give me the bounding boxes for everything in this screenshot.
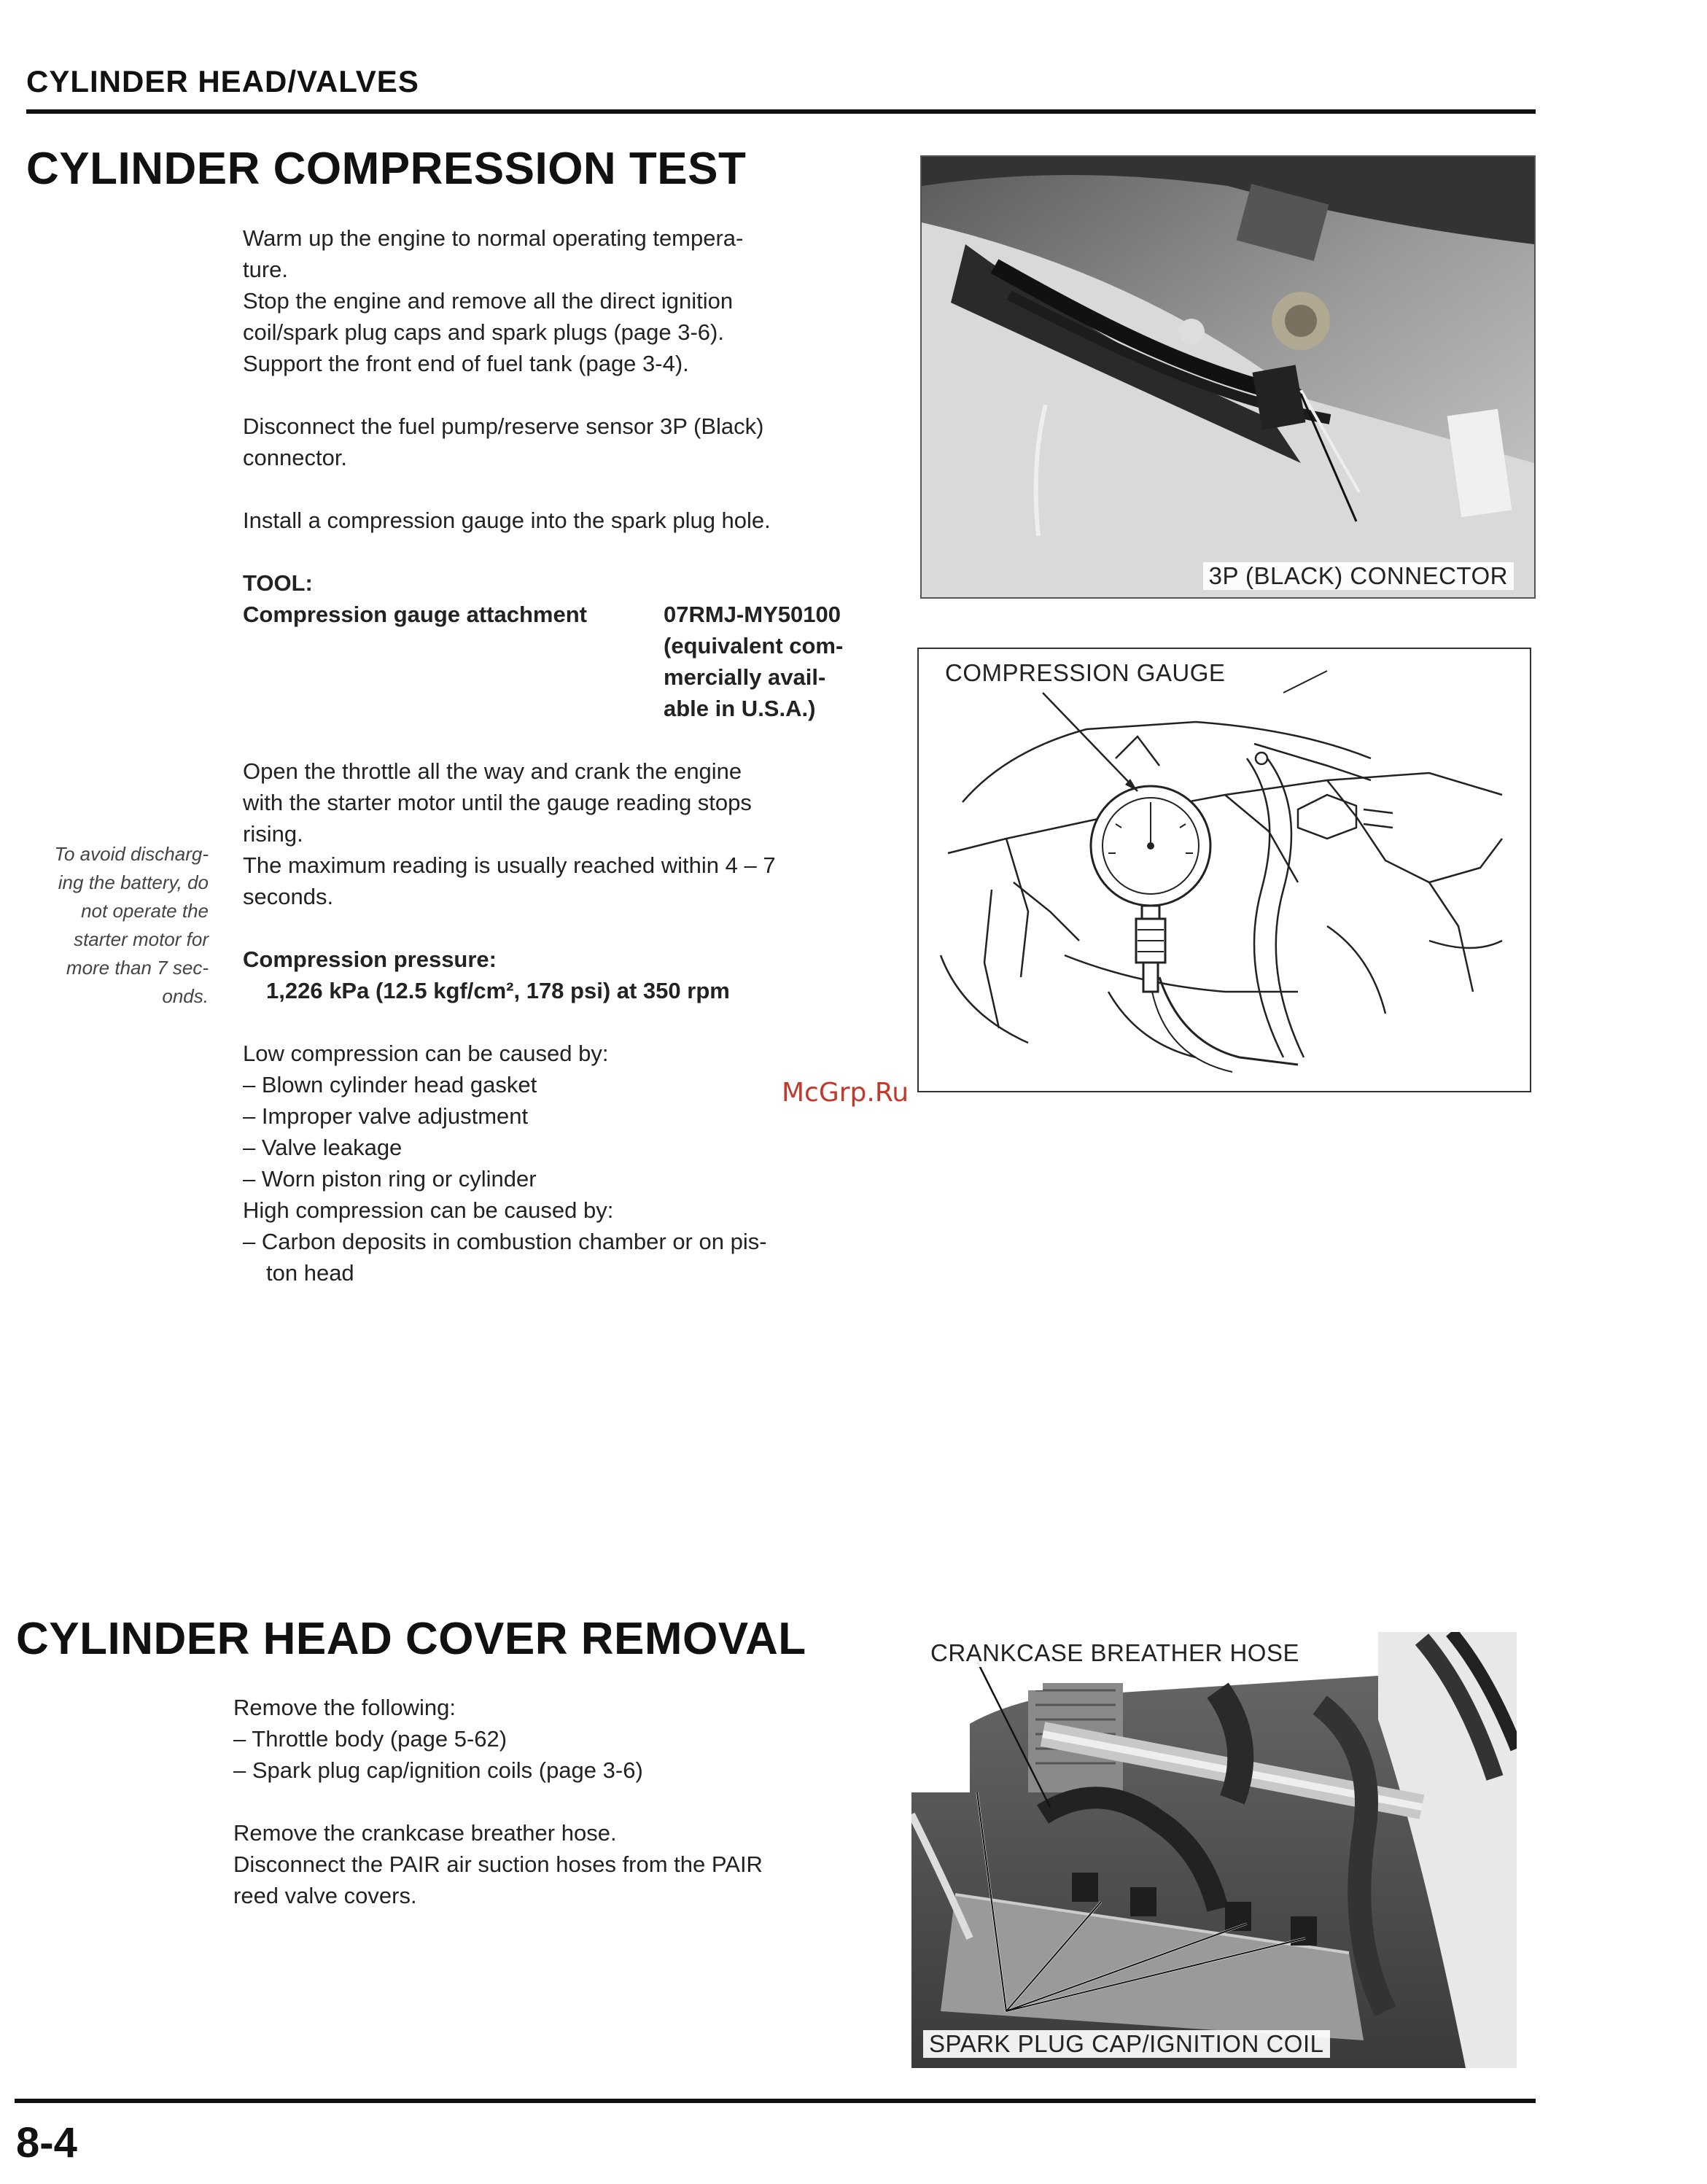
spec-heading: Compression pressure:: [243, 947, 497, 972]
instruction-line: ture.: [243, 257, 289, 282]
page-number: 8-4: [16, 2119, 77, 2166]
list-item: – Worn piston ring or cylinder: [243, 1166, 537, 1192]
tool-number: [664, 599, 843, 724]
gauge-label: COMPRESSION GAUGE: [945, 659, 1226, 686]
instruction-line: connector.: [243, 445, 348, 470]
breather-hose-label: CRANKCASE BREATHER HOSE: [925, 1639, 1305, 1667]
connector-photo-art: [922, 157, 1534, 597]
side-note-line: starter motor for: [74, 928, 209, 950]
instruction-line: Disconnect the fuel pump/reserve sensor 3P (Black): [243, 413, 764, 439]
tool-number-line: able in U.S.A.): [664, 696, 816, 721]
gauge-figure-art: [919, 649, 1530, 1091]
high-heading: High compression can be caused by:: [243, 1197, 614, 1223]
side-note-line: onds.: [162, 985, 209, 1007]
footer-rule: [15, 2099, 1536, 2103]
compression-test-body: [243, 222, 892, 1289]
list-item: – Valve leakage: [243, 1135, 403, 1160]
instruction-line: with the starter motor until the gauge reading stops: [243, 790, 752, 815]
instruction-line: coil/spark plug caps and spark plugs (page 3-6).: [243, 319, 724, 345]
instruction-line: seconds.: [243, 884, 334, 909]
side-note: [22, 840, 209, 1011]
tool-name: Compression gauge attachment: [243, 602, 587, 627]
list-item: – Improper valve adjustment: [243, 1103, 529, 1129]
head-cover-photo: [911, 1632, 1517, 2068]
compression-test-title: CYLINDER COMPRESSION TEST: [26, 144, 747, 194]
tool-number-line: 07RMJ-MY50100: [664, 602, 841, 627]
instruction-line: rising.: [243, 821, 303, 847]
connector-photo: [920, 155, 1536, 599]
instruction-line: Support the front end of fuel tank (page 3-4).: [243, 351, 689, 376]
list-item: – Throttle body (page 5-62): [233, 1726, 508, 1752]
header-rule: [26, 109, 1536, 114]
list-item: – Blown cylinder head gasket: [243, 1072, 537, 1097]
spark-plug-cap-label: SPARK PLUG CAP/IGNITION COIL: [923, 2030, 1330, 2058]
tool-row: [243, 599, 892, 724]
instruction-line: Disconnect the PAIR air suction hoses from the PAIR: [233, 1851, 763, 1877]
low-heading: Low compression can be caused by:: [243, 1041, 609, 1066]
tool-heading: TOOL:: [243, 570, 313, 596]
list-item: – Spark plug cap/ignition coils (page 3-6): [233, 1757, 643, 1783]
tool-number-line: mercially avail-: [664, 664, 826, 690]
instruction-line: Install a compression gauge into the spark plug hole.: [243, 508, 771, 533]
head-cover-photo-art: [911, 1632, 1517, 2068]
tool-number-line: (equivalent com-: [664, 633, 844, 658]
list-item: ton head: [266, 1260, 354, 1286]
head-cover-body: [233, 1692, 890, 1911]
watermark: McGrp.Ru: [782, 1078, 909, 1108]
list-item: – Carbon deposits in combustion chamber or on pis-: [243, 1229, 767, 1254]
side-note-line: To avoid discharg-: [54, 843, 209, 865]
instruction-line: reed valve covers.: [233, 1883, 417, 1908]
compression-gauge-figure: [917, 648, 1531, 1092]
instruction-line: Stop the engine and remove all the direct ignition: [243, 288, 734, 314]
side-note-line: ing the battery, do: [58, 871, 209, 893]
section-header: CYLINDER HEAD/VALVES: [26, 64, 419, 98]
instruction-line: Warm up the engine to normal operating tempera-: [243, 225, 744, 251]
side-note-line: not operate the: [81, 900, 209, 922]
side-note-line: more than 7 sec-: [66, 957, 209, 979]
head-cover-title: CYLINDER HEAD COVER REMOVAL: [16, 1614, 806, 1664]
spec-value: 1,226 kPa (12.5 kgf/cm², 178 psi) at 350 rpm: [266, 978, 730, 1003]
instruction-line: Remove the crankcase breather hose.: [233, 1820, 617, 1846]
instruction-line: The maximum reading is usually reached within 4 – 7: [243, 852, 776, 878]
instruction-line: Open the throttle all the way and crank the engine: [243, 758, 742, 784]
instruction-line: Remove the following:: [233, 1695, 456, 1720]
connector-label: 3P (BLACK) CONNECTOR: [1203, 562, 1514, 590]
